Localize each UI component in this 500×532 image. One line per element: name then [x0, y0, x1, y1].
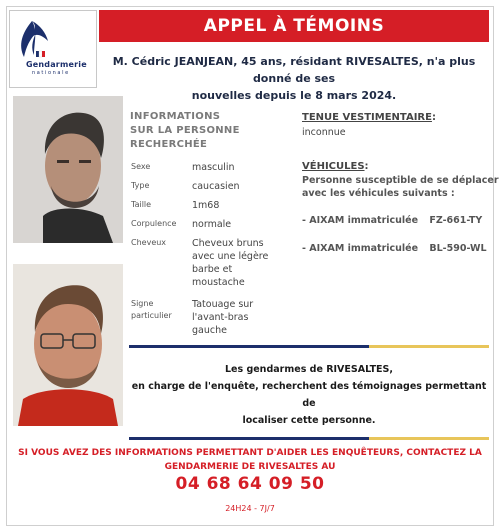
person-photo-2-image: [13, 264, 123, 426]
sex-label: Sexe: [131, 162, 151, 171]
type-value: caucasien: [192, 181, 240, 192]
stripe-segment: [129, 437, 249, 440]
logo-subtitle: nationale: [32, 70, 70, 76]
availability-text: 24H24 - 7J/7: [225, 504, 275, 513]
info-title-line-3: RECHERCHÉE: [130, 139, 208, 150]
hair-value: [192, 237, 272, 289]
hair-value-line-2: avec une légère: [192, 251, 269, 262]
info-title-line-1: INFORMATIONS: [130, 111, 221, 122]
clothing-title-text: TENUE VESTIMENTAIRE: [302, 112, 432, 123]
contact-line-2: GENDARMERIE DE RIVESALTES AU: [164, 462, 336, 472]
height-value: 1m68: [192, 200, 220, 211]
stripe-segment: [369, 345, 489, 348]
person-photo-1-image: [13, 96, 123, 243]
mark-label-line-1: Signe: [131, 299, 154, 308]
hair-value-line-1: Cheveux bruns: [192, 238, 264, 249]
hair-value-line-4: moustache: [192, 277, 245, 288]
vehicle-1-model: - AIXAM immatriculée: [302, 215, 419, 226]
divider-stripe-top: [129, 345, 489, 348]
build-label: Corpulence: [131, 219, 177, 228]
build-value: normale: [192, 219, 232, 230]
investigation-text: [129, 361, 489, 429]
info-title-line-2: SUR LA PERSONNE: [130, 125, 240, 136]
intro-text: [99, 47, 489, 102]
gendarmerie-logo: [9, 10, 97, 88]
investigation-line-2: en charge de l'enquête, recherchent des témoignages permettant de: [131, 381, 487, 409]
vehicles-title: [302, 161, 369, 172]
mark-label: [131, 298, 172, 322]
investigation-line-1: Les gendarmes de RIVESALTES,: [224, 364, 393, 375]
gendarmerie-flame-icon: [10, 11, 98, 89]
mark-label-line-2: particulier: [131, 311, 172, 320]
intro-line-1: M. Cédric JEANJEAN, 45 ans, résidant RIVESALTES, n'a plus donné de ses: [112, 55, 476, 85]
vehicle-item-1: [302, 215, 482, 226]
hair-label: Cheveux: [131, 238, 167, 247]
clothing-title-colon: :: [431, 112, 436, 123]
stripe-segment: [249, 437, 369, 440]
stripe-segment: [369, 437, 489, 440]
info-section-title: [130, 110, 260, 152]
page-title: APPEL À TÉMOINS: [99, 10, 489, 42]
mark-value-line-1: Tatouage sur: [192, 299, 254, 310]
clothing-value: inconnue: [302, 127, 346, 138]
stripe-segment: [129, 345, 249, 348]
divider-stripe-bottom: [129, 437, 489, 440]
logo-name: Gendarmerie: [26, 60, 87, 69]
hair-value-line-3: barbe et: [192, 264, 233, 275]
type-label: Type: [131, 181, 150, 190]
vehicles-title-text: VÉHICULES: [302, 161, 365, 172]
contact-line-1: SI VOUS AVEZ DES INFORMATIONS PERMETTANT D'AIDER LES ENQUÊTEURS, CONTACTEZ LA: [18, 448, 482, 458]
mark-value-line-3: gauche: [192, 325, 227, 336]
mark-value: [192, 298, 272, 337]
sex-value: masculin: [192, 162, 235, 173]
vehicle-item-2: [302, 243, 487, 254]
phone-number: 04 68 64 09 50: [175, 474, 325, 494]
person-photo-1: [13, 96, 123, 243]
investigation-line-3: localiser cette personne.: [242, 415, 376, 426]
vehicles-desc-2: avec les véhicules suivants :: [302, 188, 455, 199]
clothing-title: [302, 112, 436, 123]
stripe-segment: [249, 345, 369, 348]
vehicles-title-colon: :: [364, 161, 369, 172]
vehicle-2-plate: BL-590-WL: [429, 243, 487, 254]
vehicle-1-plate: FZ-661-TY: [429, 215, 483, 226]
person-photo-2: [13, 264, 123, 426]
intro-line-2: nouvelles depuis le 8 mars 2024.: [191, 89, 397, 102]
height-label: Taille: [131, 200, 152, 209]
mark-value-line-2: l'avant-bras: [192, 312, 249, 323]
vehicle-2-model: - AIXAM immatriculée: [302, 243, 419, 254]
contact-text: [10, 446, 490, 474]
vehicles-desc-1: Personne susceptible de se déplacer: [302, 175, 499, 186]
